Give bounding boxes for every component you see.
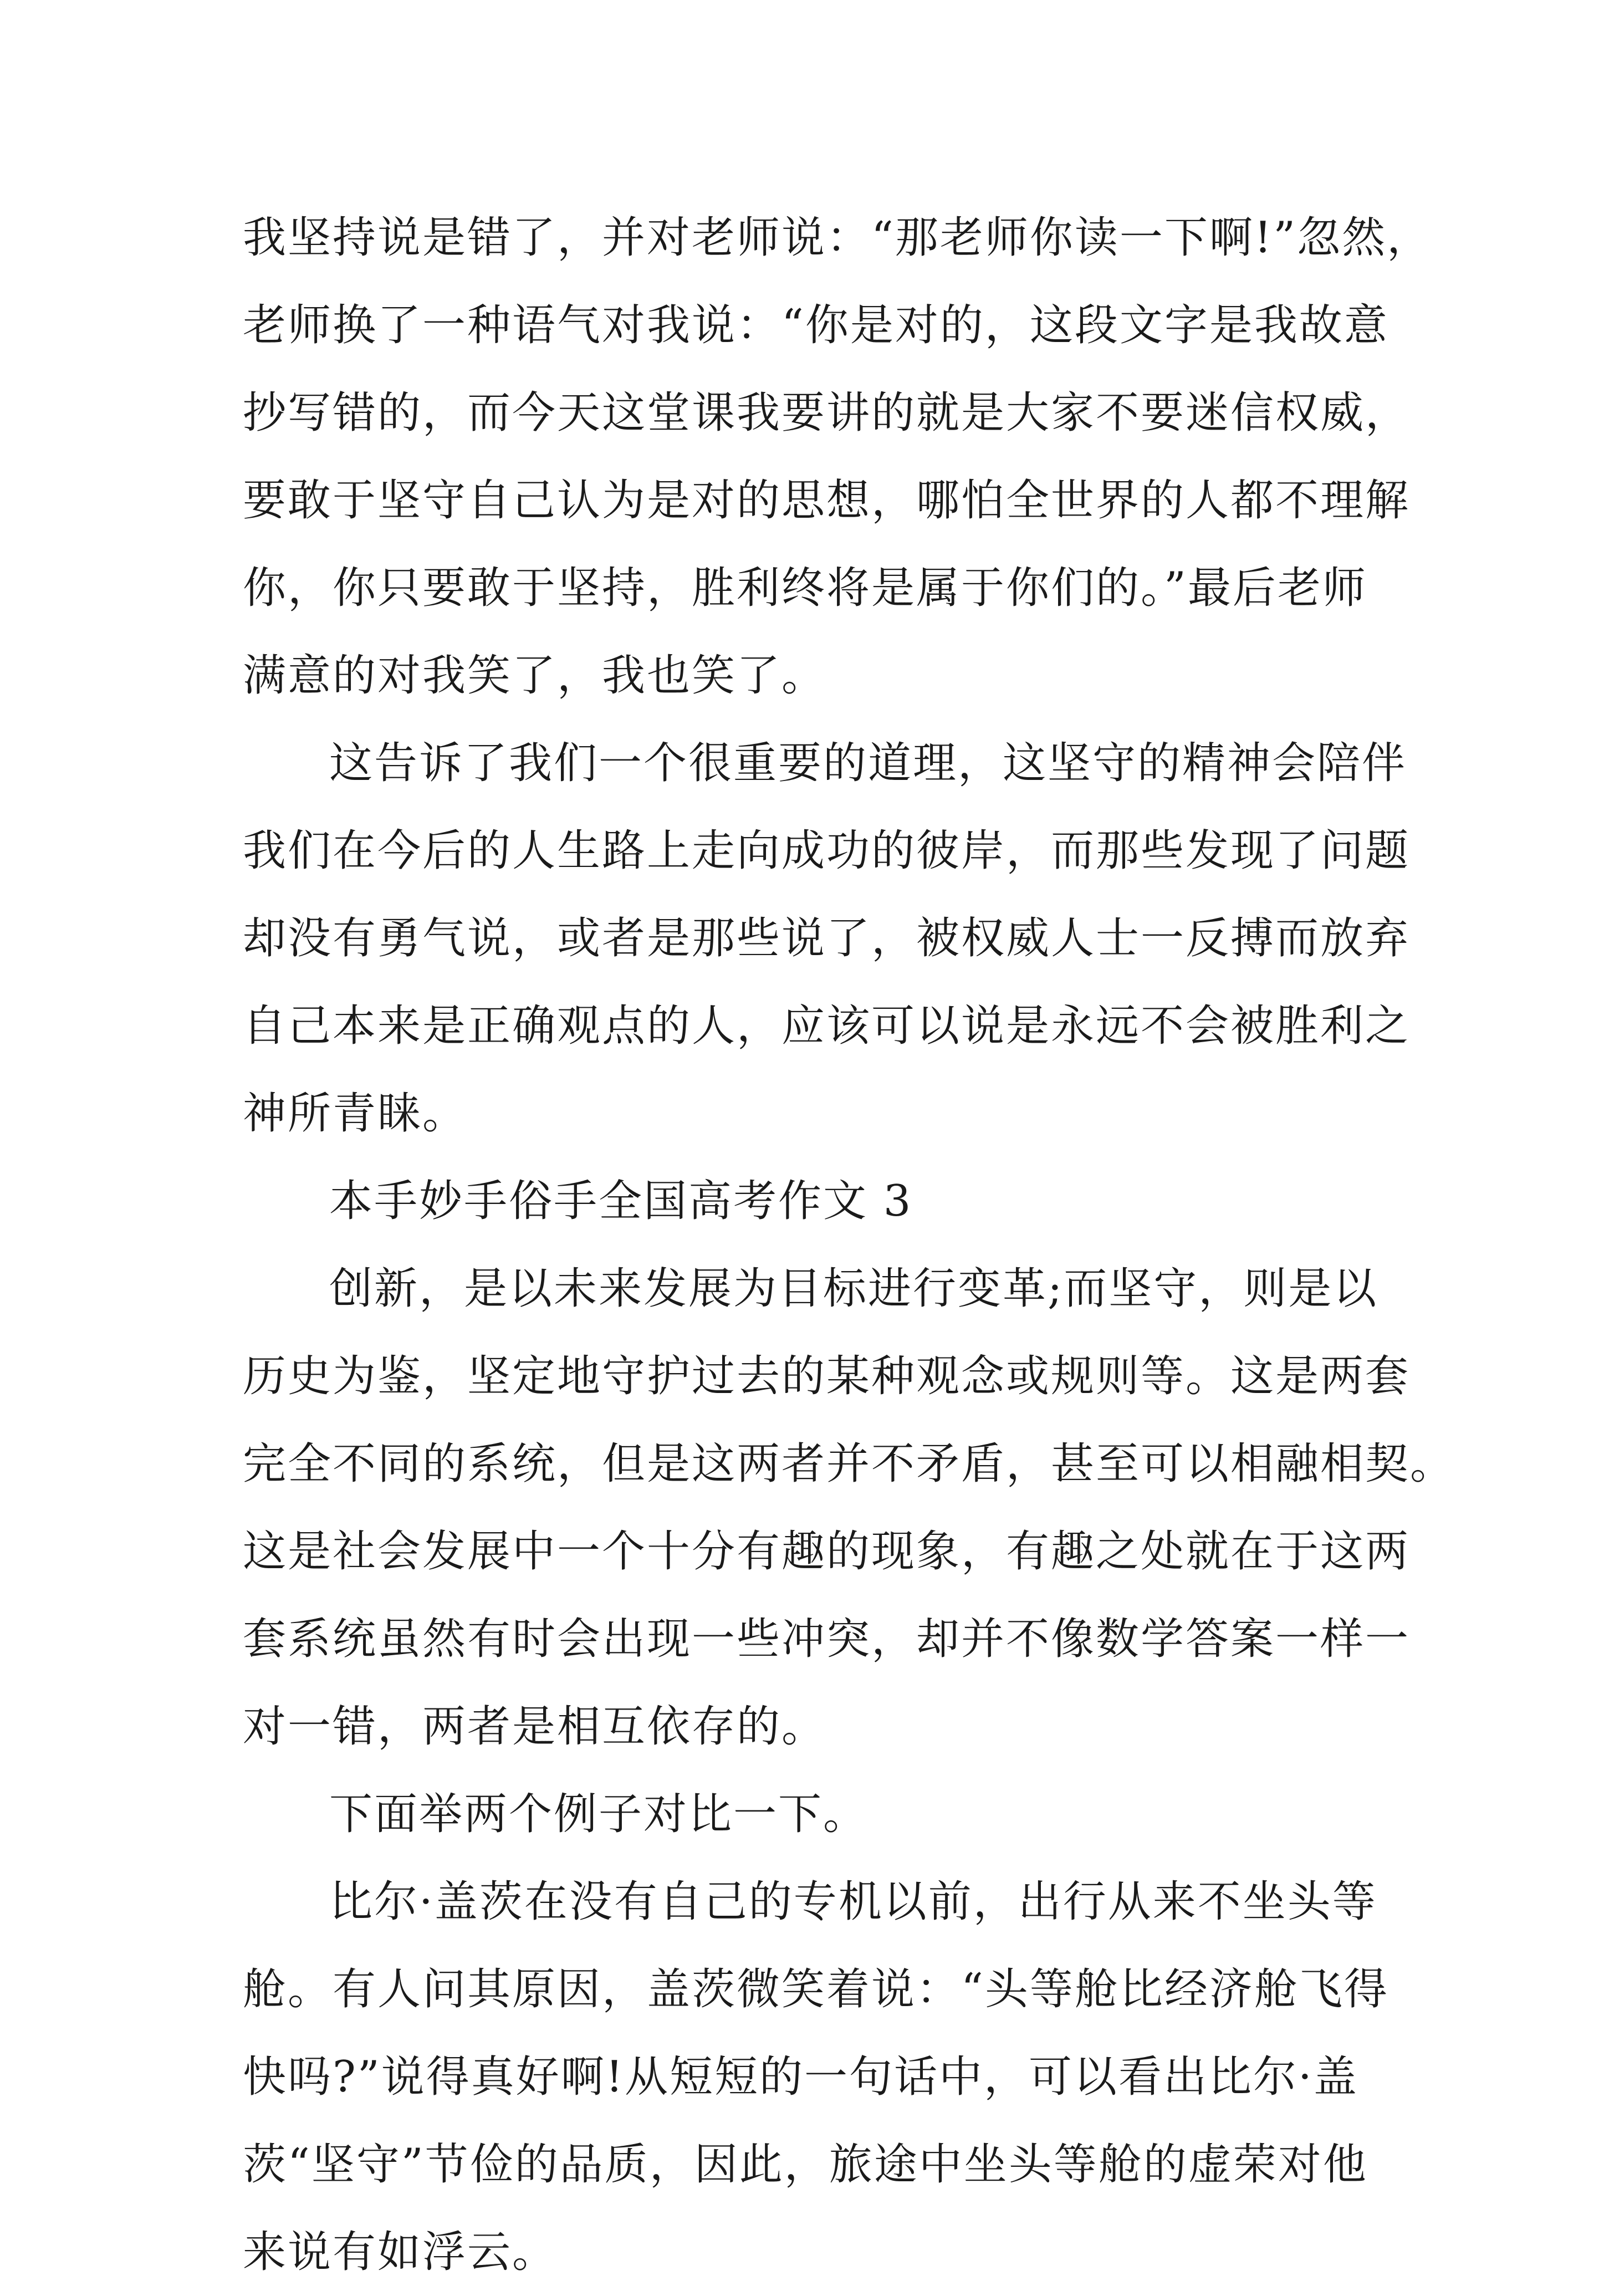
text-line: 历史为鉴，坚定地守护过去的某种观念或规则等。这是两套: [243, 1351, 1411, 1401]
text-line: 满意的对我笑了，我也笑了。: [243, 651, 827, 701]
text-line: 快吗?”说得真好啊!从短短的一句话中，可以看出比尔·盖: [243, 2052, 1358, 2102]
text-line: 舱。有人问其原因，盖茨微笑着说：“头等舱比经济舱飞得: [243, 1965, 1389, 2014]
text-line: 这是社会发展中一个十分有趣的现象，有趣之处就在于这两: [243, 1527, 1411, 1576]
document-body: [243, 194, 1455, 2296]
text-line: 套系统虽然有时会出现一些冲突，却并不像数学答案一样一: [243, 1614, 1411, 1664]
text-line: 却没有勇气说，或者是那些说了，被权威人士一反搏而放弃: [243, 914, 1411, 963]
text-line: 本手妙手俗手全国高考作文 3: [329, 1176, 913, 1226]
text-line: 这告诉了我们一个很重要的道理，这坚守的精神会陪伴: [329, 738, 1407, 788]
text-line: 创新，是以未来发展为目标进行变革;而坚守，则是以: [329, 1264, 1378, 1314]
text-line: 要敢于坚守自己认为是对的思想，哪怕全世界的人都不理解: [243, 476, 1411, 525]
text-line: 抄写错的，而今天这堂课我要讲的就是大家不要迷信权威，: [243, 388, 1411, 438]
text-line: 我坚持说是错了，并对老师说：“那老师你读一下啊!”忽然，: [243, 213, 1432, 263]
text-line: 完全不同的系统，但是这两者并不矛盾，甚至可以相融相契。: [243, 1439, 1455, 1489]
text-line: 下面举两个例子对比一下。: [329, 1789, 869, 1839]
text-line: 来说有如浮云。: [243, 2227, 558, 2277]
text-line: 你，你只要敢于坚持，胜利终将是属于你们的。”最后老师: [243, 563, 1367, 613]
text-line: 老师换了一种语气对我说：“你是对的，这段文字是我故意: [243, 300, 1389, 350]
text-line: 我们在今后的人生路上走向成功的彼岸，而那些发现了问题: [243, 826, 1411, 876]
text-line: 自己本来是正确观点的人，应该可以说是永远不会被胜利之: [243, 1001, 1411, 1051]
text-line: 茨“坚守”节俭的品质，因此，旅途中坐头等舱的虚荣对他: [243, 2140, 1368, 2190]
text-line: 比尔·盖茨在没有自己的专机以前，出行从来不坐头等: [329, 1877, 1377, 1927]
text-line: 对一错，两者是相互依存的。: [243, 1702, 827, 1752]
text-line: 神所青睐。: [243, 1089, 468, 1139]
